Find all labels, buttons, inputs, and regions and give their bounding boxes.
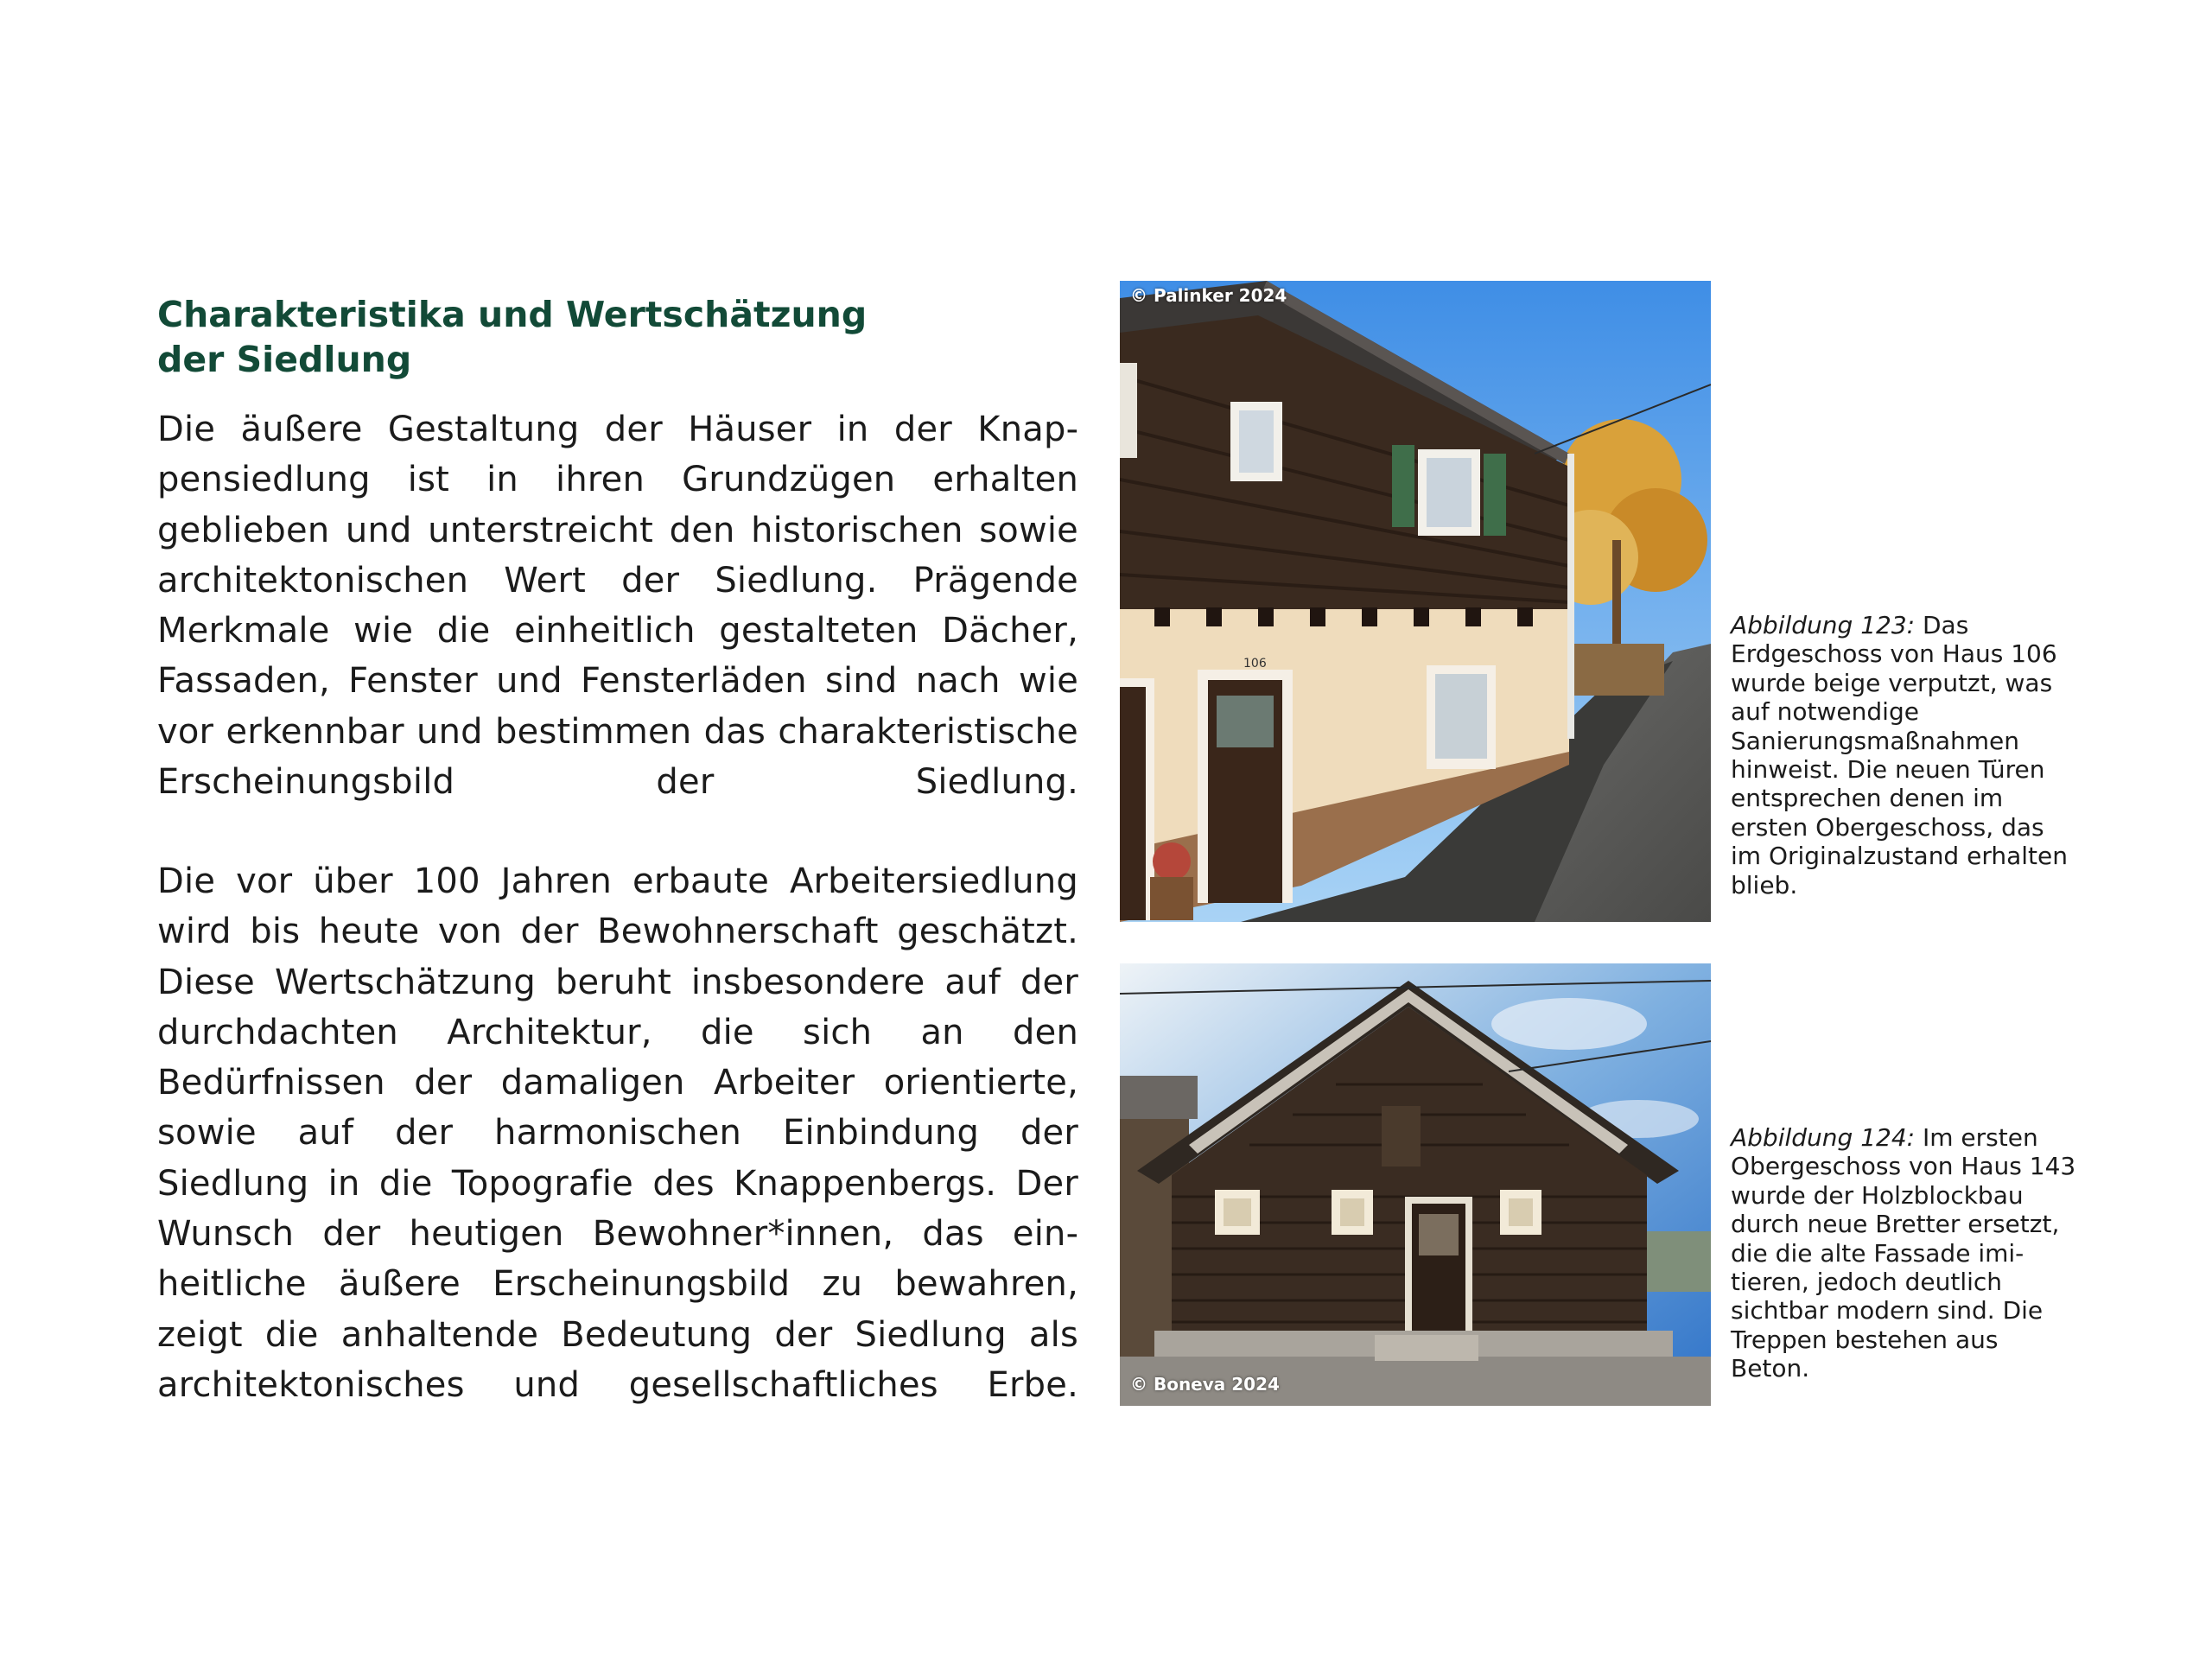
body-paragraph-1: Die äußere Gestaltung der Häuser in der Knappensiedlung ist in ihren Grundzügen erhalten geblieben und unterstreicht den historischen sowie architektonischen Wert der Siedlung. Prägende Merkmale wie die einheitlich gestalteten Dächer, Fassaden, Fenster und Fensterläden sind nach wie vor erkennbar und bestimmen das charakteristische Erscheinungsbild der Siedlung. [157,410,1078,803]
caption-figure-124 [1731,1123,2076,1383]
body-paragraph-2: Die vor über 100 Jahren erbaute Arbeitersiedlung wird bis heute von der Bewohnerschaft geschätzt. Diese Wertschätzung beruht insbesondere auf der durchdachten Architektur, die sich an den Bedürfnissen der damaligen Arbeiter orientierte, sowie auf der harmonischen Einbindung der Siedlung in die Topografie des Knappenbergs. Der Wunsch der heutigen Bewohner*innen, das einheitliche äußere Erscheinungsbild zu bewahren, zeigt die anhaltende Bedeutung der Siedlung als architektonisches und gesellschaftliches Erbe. [157,861,1078,1405]
photo-credit-2: © Boneva 2024 [1130,1374,1280,1395]
house-number: 106 [1243,657,1267,671]
caption-text-124: Im ersten Obergeschoss von Haus 143 wurde der Holzblockbau durch neue Bretter ersetzt, die die alte Fassade imitieren, jedoch deutlich sichtbar modern sind. Die Treppen bestehen aus Beton. [1731,1123,2076,1383]
caption-label-123: Abbildung 123: [1731,611,1916,639]
heading-line-1: Charakteristika und Wertschätzung [157,294,868,335]
caption-figure-123 [1731,611,2076,899]
caption-label-124: Abbildung 124: [1731,1123,1916,1152]
photo-house-143 [1120,963,1711,1406]
caption-text-123: Das Erdgeschoss von Haus 106 wurde beige verputzt, was auf notwendige Sanierungsmaßnahmen hinweist. Die neuen Türen entsprechen denen im ersten Obergeschoss, das im Originalzustand erhalten blieb. [1731,611,2068,899]
photo-house-106 [1120,281,1711,922]
section-heading [157,292,935,382]
photo-credit-1: © Palinker 2024 [1130,285,1287,306]
heading-line-2: der Siedlung [157,339,412,380]
